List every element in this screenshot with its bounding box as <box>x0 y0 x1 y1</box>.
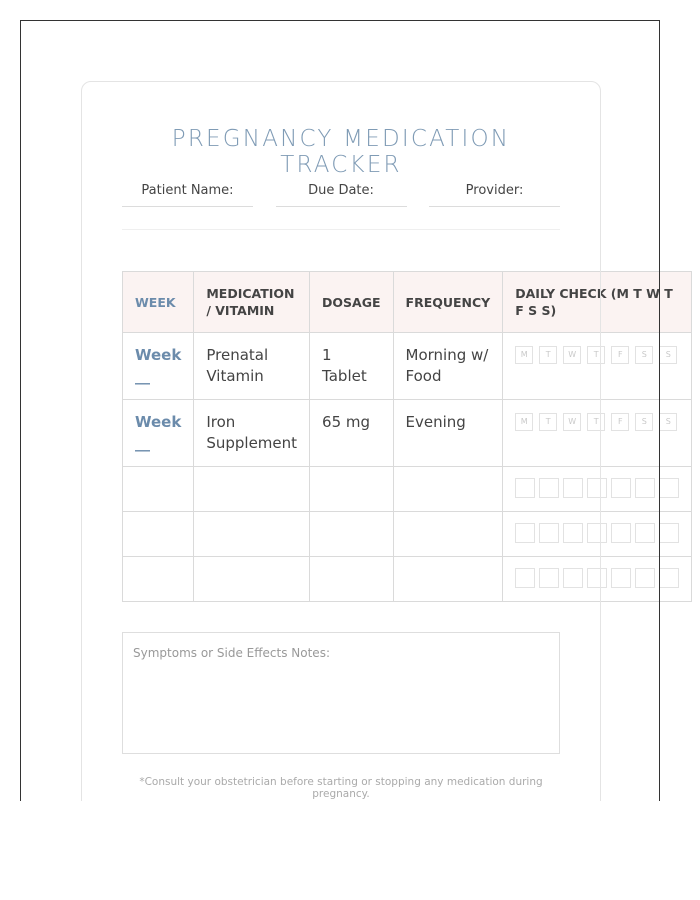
day-checkbox[interactable]: S <box>635 413 653 431</box>
day-checkbox[interactable]: T <box>587 413 605 431</box>
medication-cell[interactable] <box>194 467 310 512</box>
medication-cell[interactable]: Iron Supplement <box>194 400 310 467</box>
dosage-cell[interactable] <box>310 512 393 557</box>
week-cell[interactable] <box>123 557 194 602</box>
dosage-cell[interactable]: 65 mg <box>310 400 393 467</box>
day-checkbox[interactable] <box>587 478 607 498</box>
day-checkbox[interactable]: M <box>515 346 533 364</box>
day-checkbox[interactable] <box>635 568 655 588</box>
header-frequency: FREQUENCY <box>393 272 503 333</box>
day-checkbox[interactable]: S <box>659 413 677 431</box>
empty-table-row <box>123 512 692 557</box>
day-checkbox[interactable]: W <box>563 346 581 364</box>
day-checkbox[interactable]: F <box>611 413 629 431</box>
day-checkbox[interactable] <box>611 568 631 588</box>
patient-name-field[interactable]: Patient Name: <box>122 183 253 207</box>
day-checkbox[interactable] <box>539 568 559 588</box>
medication-table <box>122 271 692 602</box>
day-checkbox[interactable] <box>635 478 655 498</box>
day-checkbox[interactable]: M <box>515 413 533 431</box>
week-cell[interactable] <box>123 512 194 557</box>
header-medication: MEDICATION / VITAMIN <box>194 272 310 333</box>
daily-check-cell <box>503 557 692 602</box>
notes-label: Symptoms or Side Effects Notes: <box>133 646 330 660</box>
daily-check-cell <box>503 467 692 512</box>
frequency-cell[interactable] <box>393 512 503 557</box>
due-date-field[interactable]: Due Date: <box>276 183 407 207</box>
header-daily-check: DAILY CHECK (M T W T F S S) <box>503 272 692 333</box>
day-checkbox[interactable]: T <box>539 413 557 431</box>
day-checkbox[interactable] <box>611 478 631 498</box>
day-checkbox[interactable]: S <box>659 346 677 364</box>
day-checkbox[interactable]: T <box>539 346 557 364</box>
table-row <box>123 333 692 400</box>
medication-cell[interactable] <box>194 512 310 557</box>
empty-table-row <box>123 557 692 602</box>
daily-check-cell <box>503 333 692 400</box>
week-cell[interactable] <box>123 467 194 512</box>
day-checkbox[interactable] <box>539 523 559 543</box>
daily-check-cell <box>503 512 692 557</box>
disclaimer-text: *Consult your obstetrician before starting or stopping any medication during pregnancy. <box>139 776 543 800</box>
day-checkbox[interactable] <box>659 478 679 498</box>
day-checkbox[interactable] <box>539 478 559 498</box>
dosage-cell[interactable]: 1 Tablet <box>310 333 393 400</box>
day-checkbox[interactable] <box>563 568 583 588</box>
frequency-cell[interactable]: Morning w/ Food <box>393 333 503 400</box>
day-checkbox[interactable] <box>587 568 607 588</box>
header-week: WEEK <box>123 272 194 333</box>
frequency-cell[interactable] <box>393 557 503 602</box>
header-dosage: DOSAGE <box>310 272 393 333</box>
empty-table-row <box>123 467 692 512</box>
day-checkbox[interactable] <box>563 523 583 543</box>
day-checkbox[interactable] <box>515 568 535 588</box>
dosage-cell[interactable] <box>310 467 393 512</box>
day-checkbox[interactable] <box>515 523 535 543</box>
day-checkbox[interactable] <box>611 523 631 543</box>
day-checkbox[interactable] <box>587 523 607 543</box>
day-checkbox[interactable] <box>659 523 679 543</box>
page-bottom-blank <box>0 801 700 900</box>
day-checkbox[interactable]: F <box>611 346 629 364</box>
provider-field[interactable]: Provider: <box>429 183 560 207</box>
patient-info-fields <box>122 183 560 207</box>
day-checkbox[interactable] <box>515 478 535 498</box>
medication-cell[interactable] <box>194 557 310 602</box>
week-cell[interactable]: Week __ <box>123 333 194 400</box>
page-title: PREGNANCY MEDICATION TRACKER <box>171 126 511 178</box>
day-checkbox[interactable] <box>635 523 655 543</box>
day-checkbox[interactable]: S <box>635 346 653 364</box>
notes-box[interactable] <box>122 632 560 754</box>
daily-check-cell <box>503 400 692 467</box>
day-checkbox[interactable] <box>563 478 583 498</box>
day-checkbox[interactable] <box>659 568 679 588</box>
day-checkbox[interactable]: W <box>563 413 581 431</box>
frequency-cell[interactable] <box>393 467 503 512</box>
day-checkbox[interactable]: T <box>587 346 605 364</box>
table-row <box>123 400 692 467</box>
divider <box>122 229 560 230</box>
frequency-cell[interactable]: Evening <box>393 400 503 467</box>
dosage-cell[interactable] <box>310 557 393 602</box>
medication-cell[interactable]: Prenatal Vitamin <box>194 333 310 400</box>
week-cell[interactable]: Week __ <box>123 400 194 467</box>
table-header-row <box>123 272 692 333</box>
